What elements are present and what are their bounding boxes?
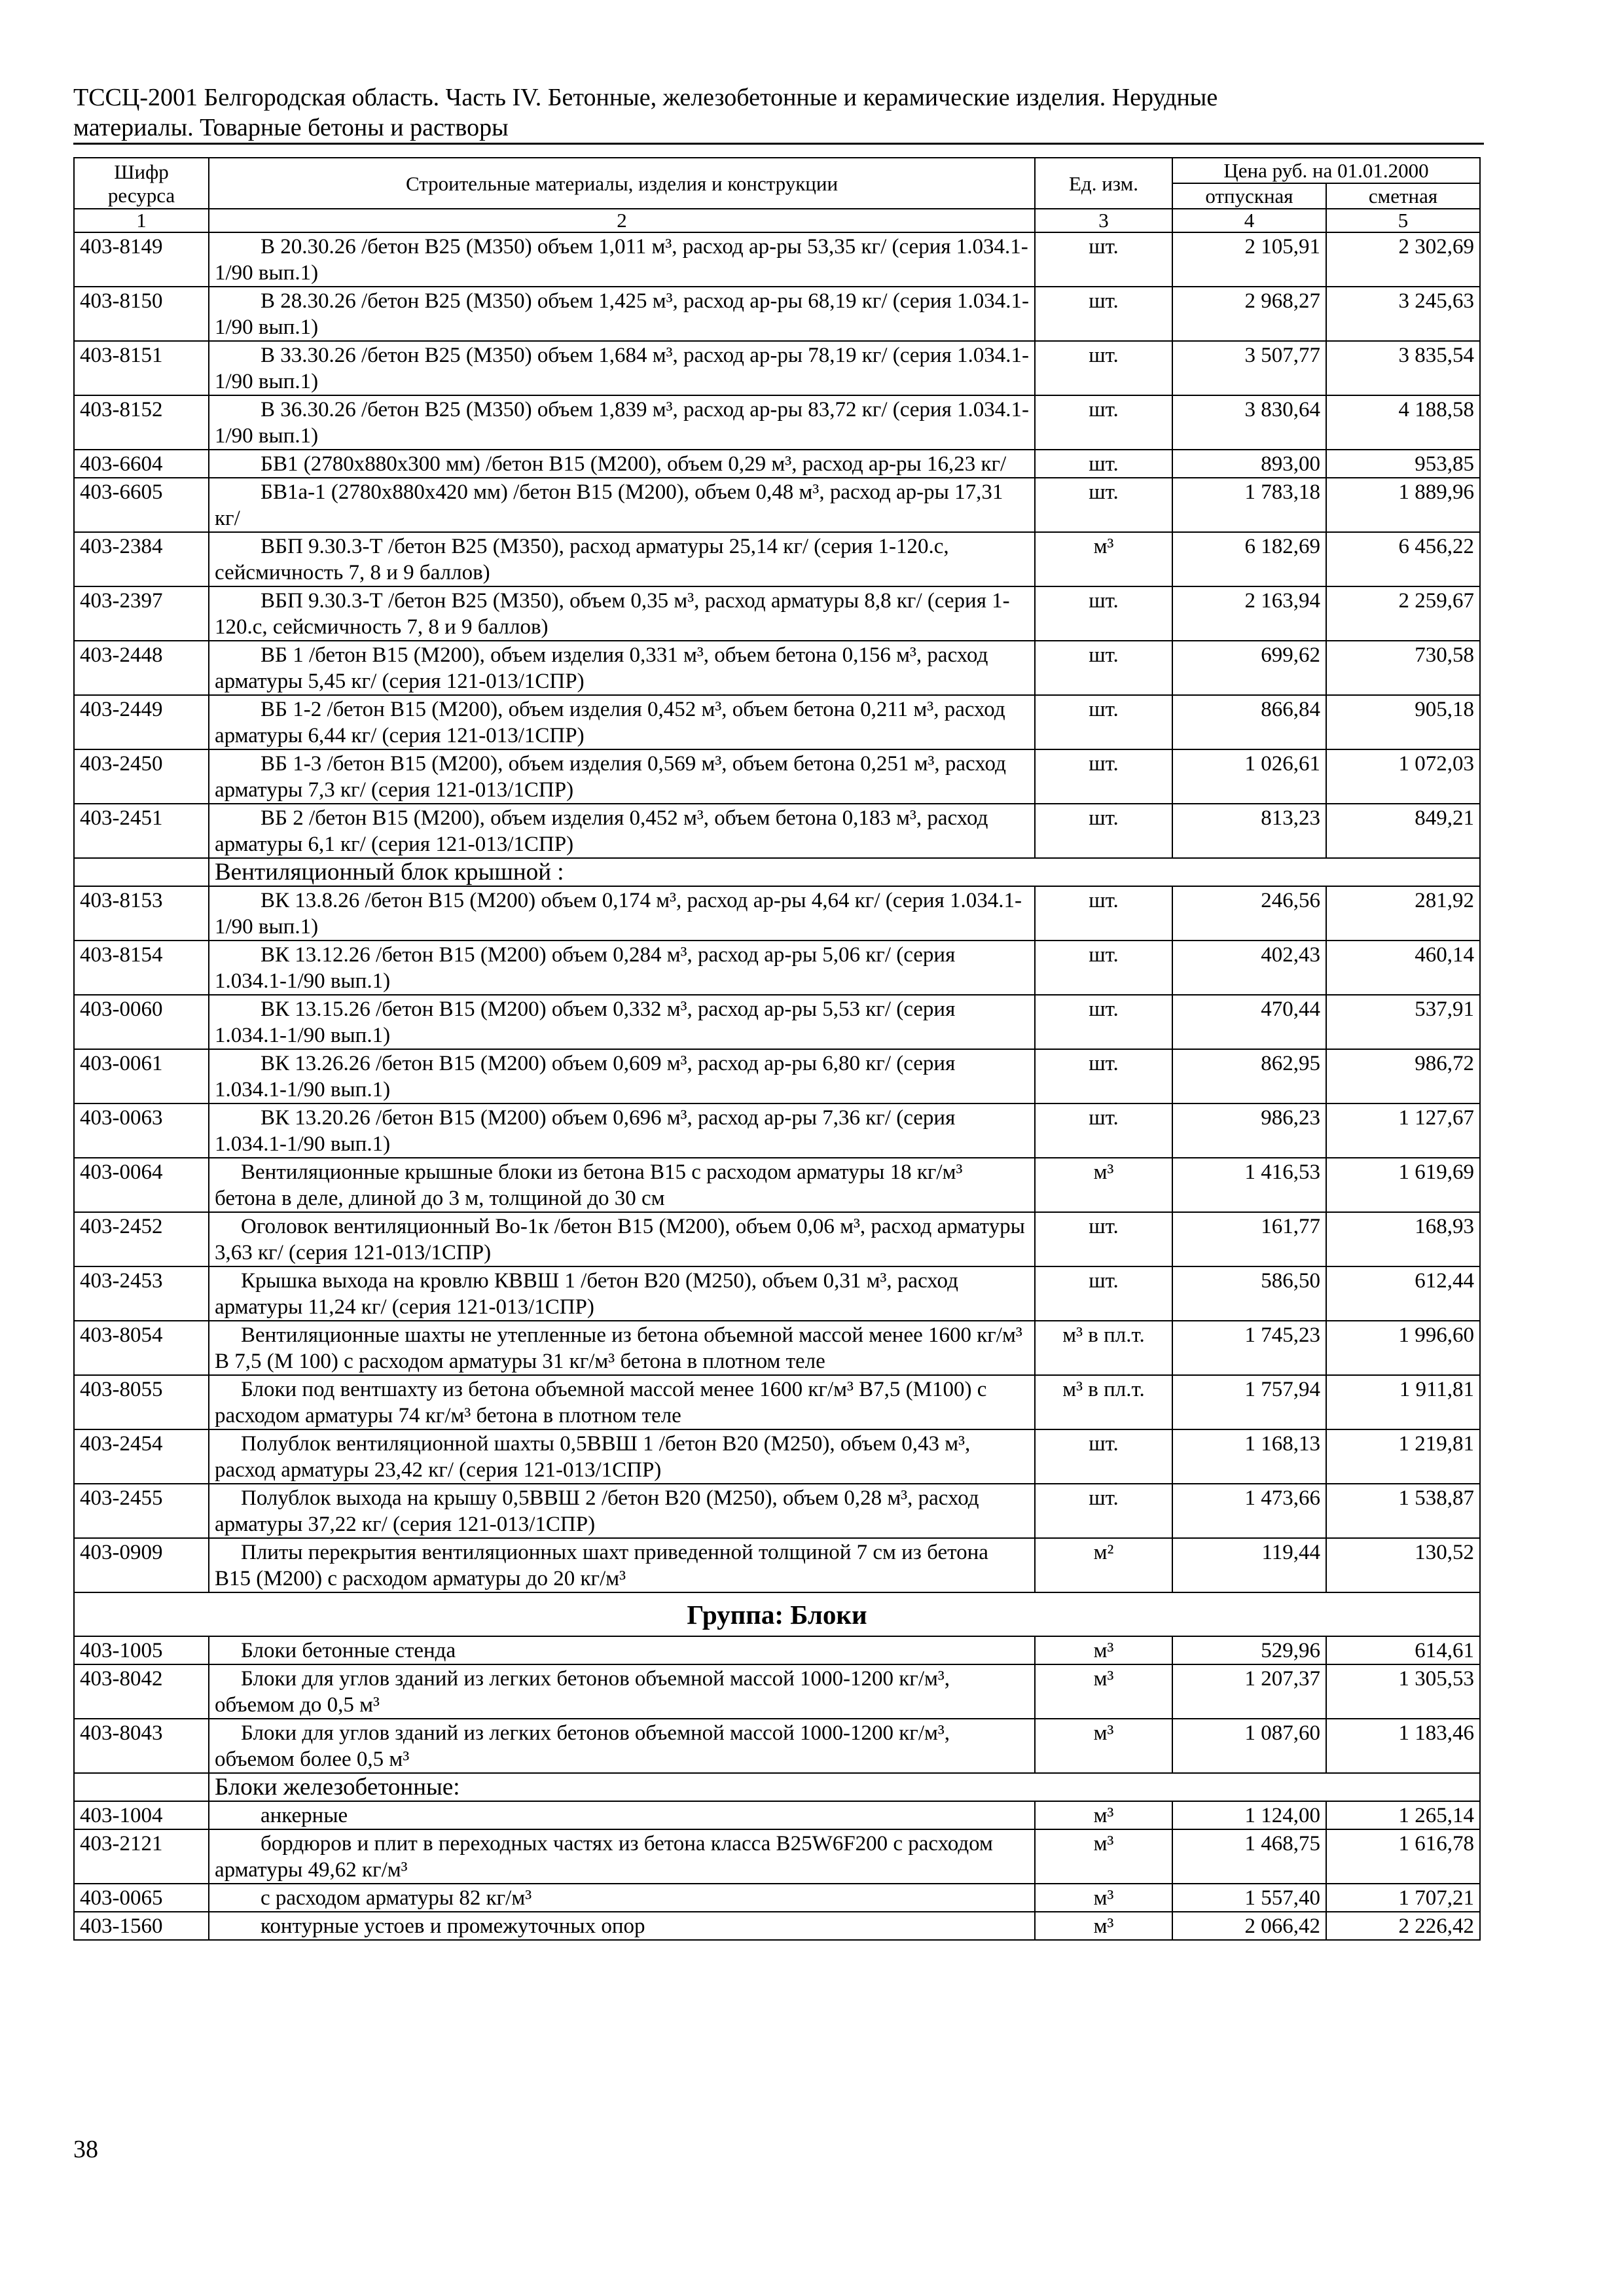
item-description: анкерные — [209, 1801, 1035, 1829]
estimate-price: 2 259,67 — [1326, 586, 1480, 641]
resource-code: 403-2451 — [74, 804, 209, 858]
item-description: ВБ 2 /бетон В15 (М200), объем изделия 0,452 м³, объем бетона 0,183 м³, расход арматуры 6,1 кг/ (серия 121-013/1СПР) — [209, 804, 1035, 858]
header-title-line2: материалы. Товарные бетоны и растворы — [73, 114, 509, 141]
estimate-price: 3 245,63 — [1326, 287, 1480, 341]
table-row — [74, 1429, 1480, 1484]
release-price: 6 182,69 — [1172, 532, 1326, 586]
estimate-price: 1 127,67 — [1326, 1103, 1480, 1158]
unit-of-measure: м³ — [1035, 532, 1172, 586]
header-estimate-price: сметная — [1326, 183, 1480, 209]
unit-of-measure: шт. — [1035, 1484, 1172, 1538]
item-description: ВК 13.20.26 /бетон В15 (М200) объем 0,696 м³, расход ар-ры 7,36 кг/ (серия 1.034.1-1/90 вып.1) — [209, 1103, 1035, 1158]
table-row — [74, 1636, 1480, 1664]
table-row — [74, 395, 1480, 450]
estimate-price: 1 616,78 — [1326, 1829, 1480, 1884]
release-price: 1 087,60 — [1172, 1719, 1326, 1773]
page-number: 38 — [73, 2136, 98, 2163]
item-description: В 20.30.26 /бетон В25 (М350) объем 1,011 м³, расход ар-ры 53,35 кг/ (серия 1.034.1-1/90 вып.1) — [209, 232, 1035, 287]
release-price: 161,77 — [1172, 1212, 1326, 1266]
table-row — [74, 287, 1480, 341]
item-description: контурные устоев и промежуточных опор — [209, 1912, 1035, 1940]
table-row — [74, 886, 1480, 941]
item-description: ВБ 1-3 /бетон В15 (М200), объем изделия 0,569 м³, объем бетона 0,251 м³, расход арматуры 7,3 кг/ (серия 121-013/1СПР) — [209, 749, 1035, 804]
estimate-price: 1 911,81 — [1326, 1375, 1480, 1429]
resource-code: 403-0060 — [74, 995, 209, 1049]
unit-of-measure: м³ — [1035, 1884, 1172, 1912]
estimate-price: 130,52 — [1326, 1538, 1480, 1592]
table-row — [74, 1664, 1480, 1719]
item-description: БВ1 (2780х880х300 мм) /бетон В15 (М200), объем 0,29 м³, расход ар-ры 16,23 кг/ — [209, 450, 1035, 478]
resource-code: 403-2454 — [74, 1429, 209, 1484]
estimate-price: 614,61 — [1326, 1636, 1480, 1664]
release-price: 1 473,66 — [1172, 1484, 1326, 1538]
estimate-price: 537,91 — [1326, 995, 1480, 1049]
item-description: Блоки для углов зданий из легких бетонов объемной массой 1000-1200 кг/м³, объемом до 0,5 м³ — [209, 1664, 1035, 1719]
estimate-price: 3 835,54 — [1326, 341, 1480, 395]
resource-code: 403-8054 — [74, 1321, 209, 1375]
release-price: 402,43 — [1172, 941, 1326, 995]
resource-code: 403-0061 — [74, 1049, 209, 1103]
resource-code: 403-8149 — [74, 232, 209, 287]
resource-code: 403-0063 — [74, 1103, 209, 1158]
item-description: бордюров и плит в переходных частях из бетона класса В25W6F200 с расходом арматуры 49,62 кг/м³ — [209, 1829, 1035, 1884]
table-row — [74, 586, 1480, 641]
table-row — [74, 749, 1480, 804]
item-description: В 33.30.26 /бетон В25 (М350) объем 1,684 м³, расход ар-ры 78,19 кг/ (серия 1.034.1-1/90 вып.1) — [209, 341, 1035, 395]
item-description: Оголовок вентиляционный Во-1к /бетон В15 (М200), объем 0,06 м³, расход арматуры 3,63 кг/ (серия 121-013/1СПР) — [209, 1212, 1035, 1266]
column-number: 4 — [1172, 209, 1326, 232]
resource-code: 403-8043 — [74, 1719, 209, 1773]
column-number: 1 — [74, 209, 209, 232]
section-heading: Блоки железобетонные: — [209, 1773, 1480, 1801]
resource-code: 403-0064 — [74, 1158, 209, 1212]
resource-code: 403-8150 — [74, 287, 209, 341]
group-heading-row — [74, 1592, 1480, 1636]
item-description: Плиты перекрытия вентиляционных шахт приведенной толщиной 7 см из бетона В15 (М200) с расходом арматуры до 20 кг/м³ — [209, 1538, 1035, 1592]
header-release-price: отпускная — [1172, 183, 1326, 209]
unit-of-measure: шт. — [1035, 804, 1172, 858]
release-price: 1 757,94 — [1172, 1375, 1326, 1429]
estimate-price: 1 707,21 — [1326, 1884, 1480, 1912]
estimate-price: 2 302,69 — [1326, 232, 1480, 287]
unit-of-measure: шт. — [1035, 450, 1172, 478]
release-price: 470,44 — [1172, 995, 1326, 1049]
table-row — [74, 1375, 1480, 1429]
resource-code: 403-8055 — [74, 1375, 209, 1429]
resource-code: 403-8153 — [74, 886, 209, 941]
table-row — [74, 450, 1480, 478]
estimate-price: 730,58 — [1326, 641, 1480, 695]
resource-code: 403-2397 — [74, 586, 209, 641]
unit-of-measure: м³ в пл.т. — [1035, 1375, 1172, 1429]
release-price: 893,00 — [1172, 450, 1326, 478]
release-price: 1 468,75 — [1172, 1829, 1326, 1884]
item-description: Блоки под вентшахту из бетона объемной массой менее 1600 кг/м³ В7,5 (М100) с расходом арматуры 74 кг/м³ бетона в плотном теле — [209, 1375, 1035, 1429]
unit-of-measure: шт. — [1035, 1103, 1172, 1158]
section-spacer — [74, 858, 209, 886]
release-price: 986,23 — [1172, 1103, 1326, 1158]
release-price: 1 168,13 — [1172, 1429, 1326, 1484]
section-spacer — [74, 1773, 209, 1801]
release-price: 1 124,00 — [1172, 1801, 1326, 1829]
release-price: 866,84 — [1172, 695, 1326, 749]
table-row — [74, 532, 1480, 586]
release-price: 2 105,91 — [1172, 232, 1326, 287]
unit-of-measure: м² — [1035, 1538, 1172, 1592]
unit-of-measure: м³ — [1035, 1719, 1172, 1773]
section-heading-row — [74, 1773, 1480, 1801]
resource-code: 403-8152 — [74, 395, 209, 450]
unit-of-measure: м³ — [1035, 1912, 1172, 1940]
table-row — [74, 1266, 1480, 1321]
item-description: ВК 13.26.26 /бетон В15 (М200) объем 0,609 м³, расход ар-ры 6,80 кг/ (серия 1.034.1-1/90 вып.1) — [209, 1049, 1035, 1103]
table-row — [74, 1801, 1480, 1829]
release-price: 2 163,94 — [1172, 586, 1326, 641]
resource-code: 403-8042 — [74, 1664, 209, 1719]
table-row — [74, 1912, 1480, 1940]
estimate-price: 2 226,42 — [1326, 1912, 1480, 1940]
release-price: 2 066,42 — [1172, 1912, 1326, 1940]
table-row — [74, 1884, 1480, 1912]
unit-of-measure: шт. — [1035, 232, 1172, 287]
unit-of-measure: шт. — [1035, 1429, 1172, 1484]
resource-code: 403-1560 — [74, 1912, 209, 1940]
item-description: Полублок вентиляционной шахты 0,5ВВШ 1 /бетон В20 (М250), объем 0,43 м³, расход арматуры 23,42 кг/ (серия 121-013/1СПР) — [209, 1429, 1035, 1484]
release-price: 246,56 — [1172, 886, 1326, 941]
table-row — [74, 1158, 1480, 1212]
release-price: 699,62 — [1172, 641, 1326, 695]
item-description: В 36.30.26 /бетон В25 (М350) объем 1,839 м³, расход ар-ры 83,72 кг/ (серия 1.034.1-1/90 вып.1) — [209, 395, 1035, 450]
table-row — [74, 641, 1480, 695]
unit-of-measure: м³ — [1035, 1801, 1172, 1829]
table-body — [74, 232, 1480, 1940]
release-price: 1 026,61 — [1172, 749, 1326, 804]
estimate-price: 986,72 — [1326, 1049, 1480, 1103]
item-description: БВ1а-1 (2780х880х420 мм) /бетон В15 (М200), объем 0,48 м³, расход ар-ры 17,31 кг/ — [209, 478, 1035, 532]
unit-of-measure: шт. — [1035, 995, 1172, 1049]
resource-code: 403-1004 — [74, 1801, 209, 1829]
resource-code: 403-8154 — [74, 941, 209, 995]
estimate-price: 953,85 — [1326, 450, 1480, 478]
resource-code: 403-2455 — [74, 1484, 209, 1538]
unit-of-measure: шт. — [1035, 1049, 1172, 1103]
estimate-price: 1 265,14 — [1326, 1801, 1480, 1829]
item-description: ВБ 1-2 /бетон В15 (М200), объем изделия 0,452 м³, объем бетона 0,211 м³, расход арматуры 6,44 кг/ (серия 121-013/1СПР) — [209, 695, 1035, 749]
estimate-price: 1 538,87 — [1326, 1484, 1480, 1538]
column-number: 2 — [209, 209, 1035, 232]
estimate-price: 1 219,81 — [1326, 1429, 1480, 1484]
resource-code: 403-2449 — [74, 695, 209, 749]
resource-code: 403-2450 — [74, 749, 209, 804]
item-description: Крышка выхода на кровлю КВВШ 1 /бетон В20 (М250), объем 0,31 м³, расход арматуры 11,24 кг/ (серия 121-013/1СПР) — [209, 1266, 1035, 1321]
item-description: ВБП 9.30.3-Т /бетон В25 (М350), объем 0,35 м³, расход арматуры 8,8 кг/ (серия 1-120.с, сейсмичность 7, 8 и 9 баллов) — [209, 586, 1035, 641]
table-row — [74, 1538, 1480, 1592]
release-price: 119,44 — [1172, 1538, 1326, 1592]
item-description: Полублок выхода на крышу 0,5ВВШ 2 /бетон В20 (М250), объем 0,28 м³, расход арматуры 37,22 кг/ (серия 121-013/1СПР) — [209, 1484, 1035, 1538]
header-unit: Ед. изм. — [1035, 158, 1172, 209]
estimate-price: 1 072,03 — [1326, 749, 1480, 804]
item-description: Вентиляционные шахты не утепленные из бетона объемной массой менее 1600 кг/м³ В 7,5 (М 100) с расходом арматуры 31 кг/м³ бетона в плотном теле — [209, 1321, 1035, 1375]
item-description: ВБП 9.30.3-Т /бетон В25 (М350), расход арматуры 25,14 кг/ (серия 1-120.с, сейсмичность 7, 8 и 9 баллов) — [209, 532, 1035, 586]
item-description: ВК 13.12.26 /бетон В15 (М200) объем 0,284 м³, расход ар-ры 5,06 кг/ (серия 1.034.1-1/90 вып.1) — [209, 941, 1035, 995]
header-description: Строительные материалы, изделия и конструкции — [209, 158, 1035, 209]
column-number-row — [74, 209, 1480, 232]
estimate-price: 281,92 — [1326, 886, 1480, 941]
resource-code: 403-8151 — [74, 341, 209, 395]
table-row — [74, 941, 1480, 995]
item-description: ВК 13.15.26 /бетон В15 (М200) объем 0,332 м³, расход ар-ры 5,53 кг/ (серия 1.034.1-1/90 вып.1) — [209, 995, 1035, 1049]
unit-of-measure: м³ — [1035, 1158, 1172, 1212]
unit-of-measure: шт. — [1035, 886, 1172, 941]
table-row — [74, 695, 1480, 749]
unit-of-measure: шт. — [1035, 695, 1172, 749]
table-row — [74, 341, 1480, 395]
estimate-price: 460,14 — [1326, 941, 1480, 995]
unit-of-measure: шт. — [1035, 749, 1172, 804]
table-row — [74, 478, 1480, 532]
table-row — [74, 1321, 1480, 1375]
table-row — [74, 1484, 1480, 1538]
resource-code: 403-2384 — [74, 532, 209, 586]
table-row — [74, 995, 1480, 1049]
item-description: ВБ 1 /бетон В15 (М200), объем изделия 0,331 м³, объем бетона 0,156 м³, расход арматуры 5,45 кг/ (серия 121-013/1СПР) — [209, 641, 1035, 695]
table-row — [74, 1212, 1480, 1266]
estimate-price: 1 889,96 — [1326, 478, 1480, 532]
unit-of-measure: шт. — [1035, 395, 1172, 450]
estimate-price: 1 619,69 — [1326, 1158, 1480, 1212]
estimate-price: 612,44 — [1326, 1266, 1480, 1321]
header-title-line1: ТССЦ-2001 Белгородская область. Часть IV. Бетонные, железобетонные и керамические изделия. Нерудные — [73, 84, 1218, 111]
item-description: ВК 13.8.26 /бетон В15 (М200) объем 0,174 м³, расход ар-ры 4,64 кг/ (серия 1.034.1-1/90 вып.1) — [209, 886, 1035, 941]
release-price: 813,23 — [1172, 804, 1326, 858]
estimate-price: 1 183,46 — [1326, 1719, 1480, 1773]
release-price: 1 783,18 — [1172, 478, 1326, 532]
resource-code: 403-0909 — [74, 1538, 209, 1592]
estimate-price: 1 305,53 — [1326, 1664, 1480, 1719]
estimate-price: 849,21 — [1326, 804, 1480, 858]
resource-code: 403-0065 — [74, 1884, 209, 1912]
release-price: 586,50 — [1172, 1266, 1326, 1321]
unit-of-measure: шт. — [1035, 641, 1172, 695]
unit-of-measure: шт. — [1035, 1266, 1172, 1321]
release-price: 1 745,23 — [1172, 1321, 1326, 1375]
unit-of-measure: шт. — [1035, 941, 1172, 995]
table-row — [74, 1103, 1480, 1158]
resource-code: 403-6604 — [74, 450, 209, 478]
price-table — [73, 157, 1481, 1941]
resource-code: 403-2448 — [74, 641, 209, 695]
document-header — [73, 82, 1484, 145]
group-heading: Группа: Блоки — [74, 1592, 1480, 1636]
table-row — [74, 232, 1480, 287]
column-number: 3 — [1035, 209, 1172, 232]
unit-of-measure: м³ — [1035, 1829, 1172, 1884]
release-price: 2 968,27 — [1172, 287, 1326, 341]
resource-code: 403-2453 — [74, 1266, 209, 1321]
header-code: Шифр ресурса — [74, 158, 209, 209]
estimate-price: 6 456,22 — [1326, 532, 1480, 586]
release-price: 529,96 — [1172, 1636, 1326, 1664]
estimate-price: 4 188,58 — [1326, 395, 1480, 450]
estimate-price: 905,18 — [1326, 695, 1480, 749]
table-row — [74, 1719, 1480, 1773]
unit-of-measure: шт. — [1035, 287, 1172, 341]
release-price: 3 830,64 — [1172, 395, 1326, 450]
header-price-group: Цена руб. на 01.01.2000 — [1172, 158, 1480, 183]
unit-of-measure: м³ — [1035, 1636, 1172, 1664]
section-heading: Вентиляционный блок крышной : — [209, 858, 1480, 886]
unit-of-measure: шт. — [1035, 341, 1172, 395]
release-price: 1 207,37 — [1172, 1664, 1326, 1719]
item-description: Блоки бетонные стенда — [209, 1636, 1035, 1664]
estimate-price: 168,93 — [1326, 1212, 1480, 1266]
item-description: Вентиляционные крышные блоки из бетона В15 с расходом арматуры 18 кг/м³ бетона в деле, длиной до 3 м, толщиной до 30 см — [209, 1158, 1035, 1212]
unit-of-measure: шт. — [1035, 1212, 1172, 1266]
release-price: 1 416,53 — [1172, 1158, 1326, 1212]
item-description: с расходом арматуры 82 кг/м³ — [209, 1884, 1035, 1912]
unit-of-measure: м³ — [1035, 1664, 1172, 1719]
table-row — [74, 1049, 1480, 1103]
resource-code: 403-2452 — [74, 1212, 209, 1266]
estimate-price: 1 996,60 — [1326, 1321, 1480, 1375]
item-description: В 28.30.26 /бетон В25 (М350) объем 1,425 м³, расход ар-ры 68,19 кг/ (серия 1.034.1-1/90 вып.1) — [209, 287, 1035, 341]
release-price: 1 557,40 — [1172, 1884, 1326, 1912]
release-price: 3 507,77 — [1172, 341, 1326, 395]
resource-code: 403-1005 — [74, 1636, 209, 1664]
resource-code: 403-6605 — [74, 478, 209, 532]
table-row — [74, 1829, 1480, 1884]
release-price: 862,95 — [1172, 1049, 1326, 1103]
section-heading-row — [74, 858, 1480, 886]
unit-of-measure: шт. — [1035, 478, 1172, 532]
item-description: Блоки для углов зданий из легких бетонов объемной массой 1000-1200 кг/м³, объемом более 0,5 м³ — [209, 1719, 1035, 1773]
unit-of-measure: м³ в пл.т. — [1035, 1321, 1172, 1375]
resource-code: 403-2121 — [74, 1829, 209, 1884]
column-number: 5 — [1326, 209, 1480, 232]
unit-of-measure: шт. — [1035, 586, 1172, 641]
table-row — [74, 804, 1480, 858]
